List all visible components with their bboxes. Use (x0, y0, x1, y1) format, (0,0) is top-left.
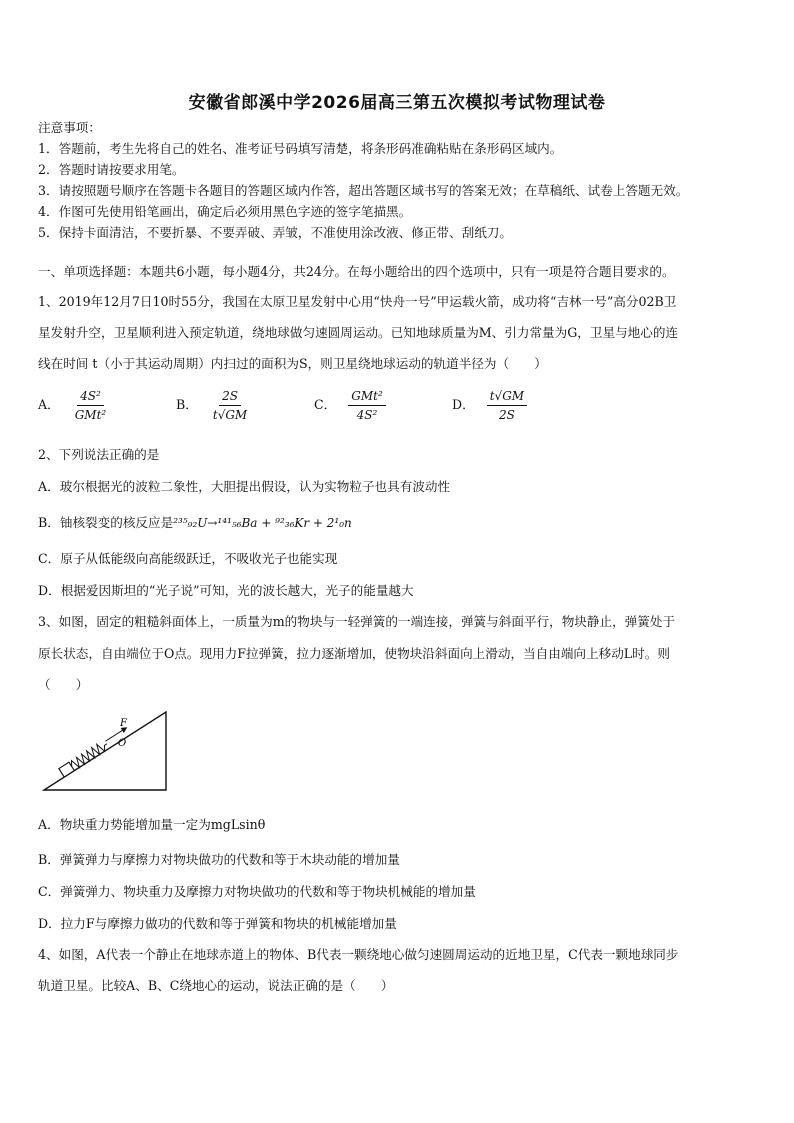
fraction-numerator: 2S (219, 388, 241, 406)
fraction-numerator: 4S² (77, 388, 104, 406)
q1-stem-line: 1、2019年12月7日10时55分，我国在太原卫星发射中心用“快舟一号”甲运载火箭，成功将“吉林一号”高分02B卫 (38, 294, 677, 309)
option-text: B．铀核裂变的核反应是 (38, 515, 174, 530)
q3-stem-line: 原长状态，自由端位于O点。现用力F拉弹簧，拉力逐渐增加，使物块沿斜面向上滑动，当自由端向上移动L时。则 (38, 646, 670, 661)
fraction-denominator: 4S² (356, 408, 378, 422)
q1-stem-line: 线在时间 t（小于其运动周期）内扫过的面积为S，则卫星绕地球运动的轨道半径为（ ） (38, 356, 547, 371)
q3-stem-line: （ ） (38, 677, 89, 692)
q3-option-a: A．物块重力势能增加量一定为mgLsinθ (38, 817, 266, 832)
q1-stem-line: 星发射升空，卫星顺利进入预定轨道，绕地球做匀速圆周运动。已知地球质量为M、引力常量为G，卫星与地心的连 (38, 325, 679, 340)
q2-option-d: D．根据爱因斯坦的“光子说”可知，光的波长越大，光子的能量越大 (38, 583, 414, 598)
option-label: C． (314, 397, 337, 412)
q1-option-a (38, 388, 109, 423)
q1-option-c (314, 388, 386, 423)
q2-option-c: C．原子从低能级向高能级跃迁，不吸收光子也能实现 (38, 551, 338, 566)
q2-option-a: A．玻尔根据光的波粒二象性，大胆提出假设，认为实物粒子也具有波动性 (38, 479, 451, 494)
q2-option-b (38, 514, 352, 532)
block-and-spring (58, 725, 131, 777)
page-title: 安徽省郎溪中学2026届高三第五次模拟考试物理试卷 (188, 93, 606, 113)
fraction-numerator: GMt² (348, 388, 386, 406)
option-fraction (348, 388, 386, 423)
option-label: A． (38, 397, 60, 412)
section-heading: 一、单项选择题：本题共6小题，每小题4分，共24分。在每小题给出的四个选项中，只有一项是符合题目要求的。 (38, 264, 675, 279)
q3-stem-line: 3、如图，固定的粗糙斜面体上，一质量为m的物块与一轻弹簧的一端连接，弹簧与斜面平行，物块静止，弹簧处于 (38, 614, 676, 629)
origin-label: O (118, 738, 127, 749)
option-fraction (487, 388, 527, 423)
notice-item: 4．作图可先使用铅笔画出，确定后必须用黑色字迹的签字笔描黑。 (38, 204, 412, 219)
option-fraction (210, 388, 250, 423)
option-label: D． (452, 397, 475, 412)
notice-heading: 注意事项： (38, 120, 101, 135)
option-label: B． (176, 397, 198, 412)
q3-option-c: C．弹簧弹力、物块重力及摩擦力对物块做功的代数和等于物块机械能的增加量 (38, 884, 476, 899)
q1-option-d (452, 388, 527, 423)
q1-option-b (176, 388, 250, 423)
q4-stem-line: 轨道卫星。比较A、B、C绕地心的运动，说法正确的是（ ） (38, 978, 394, 993)
incline-diagram (38, 706, 178, 796)
notice-item: 5．保持卡面清洁，不要折暴、不要弄破、弄皱，不准使用涂改液、修正带、刮纸刀。 (38, 225, 512, 240)
q2-stem: 2、下列说法正确的是 (38, 447, 160, 462)
option-fraction (72, 388, 110, 423)
notice-item: 2．答题时请按要求用笔。 (38, 162, 185, 177)
spring (69, 740, 110, 771)
q3-option-b: B．弹簧弹力与摩擦力对物块做功的代数和等于木块动能的增加量 (38, 852, 400, 867)
q4-stem-line: 4、如图，A代表一个静止在地球赤道上的物体、B代表一颗绕地心做匀速圆周运动的近地卫星，C代表一颗地球同步 (38, 947, 679, 962)
q3-option-d: D．拉力F与摩擦力做功的代数和等于弹簧和物块的机械能增加量 (38, 916, 397, 931)
notice-item: 1．答题前，考生先将自己的姓名、准考证号码填写清楚，将条形码准确粘贴在条形码区域内。 (38, 141, 563, 156)
notice-item: 3．请按照题号顺序在答题卡各题目的答题区域内作答，超出答题区域书写的答案无效；在草稿纸、试卷上答题无效。 (38, 183, 689, 198)
force-label: F (120, 718, 127, 729)
fraction-denominator: t√GM (212, 408, 248, 422)
incline-figure (38, 706, 178, 800)
fraction-denominator: 2S (498, 408, 515, 422)
fraction-denominator: GMt² (74, 408, 107, 422)
fraction-numerator: t√GM (487, 388, 527, 406)
nuclear-equation: ²³⁵₉₂U→¹⁴¹₅₆Ba + ⁹²₃₆Kr + 2¹₀n (173, 516, 352, 530)
